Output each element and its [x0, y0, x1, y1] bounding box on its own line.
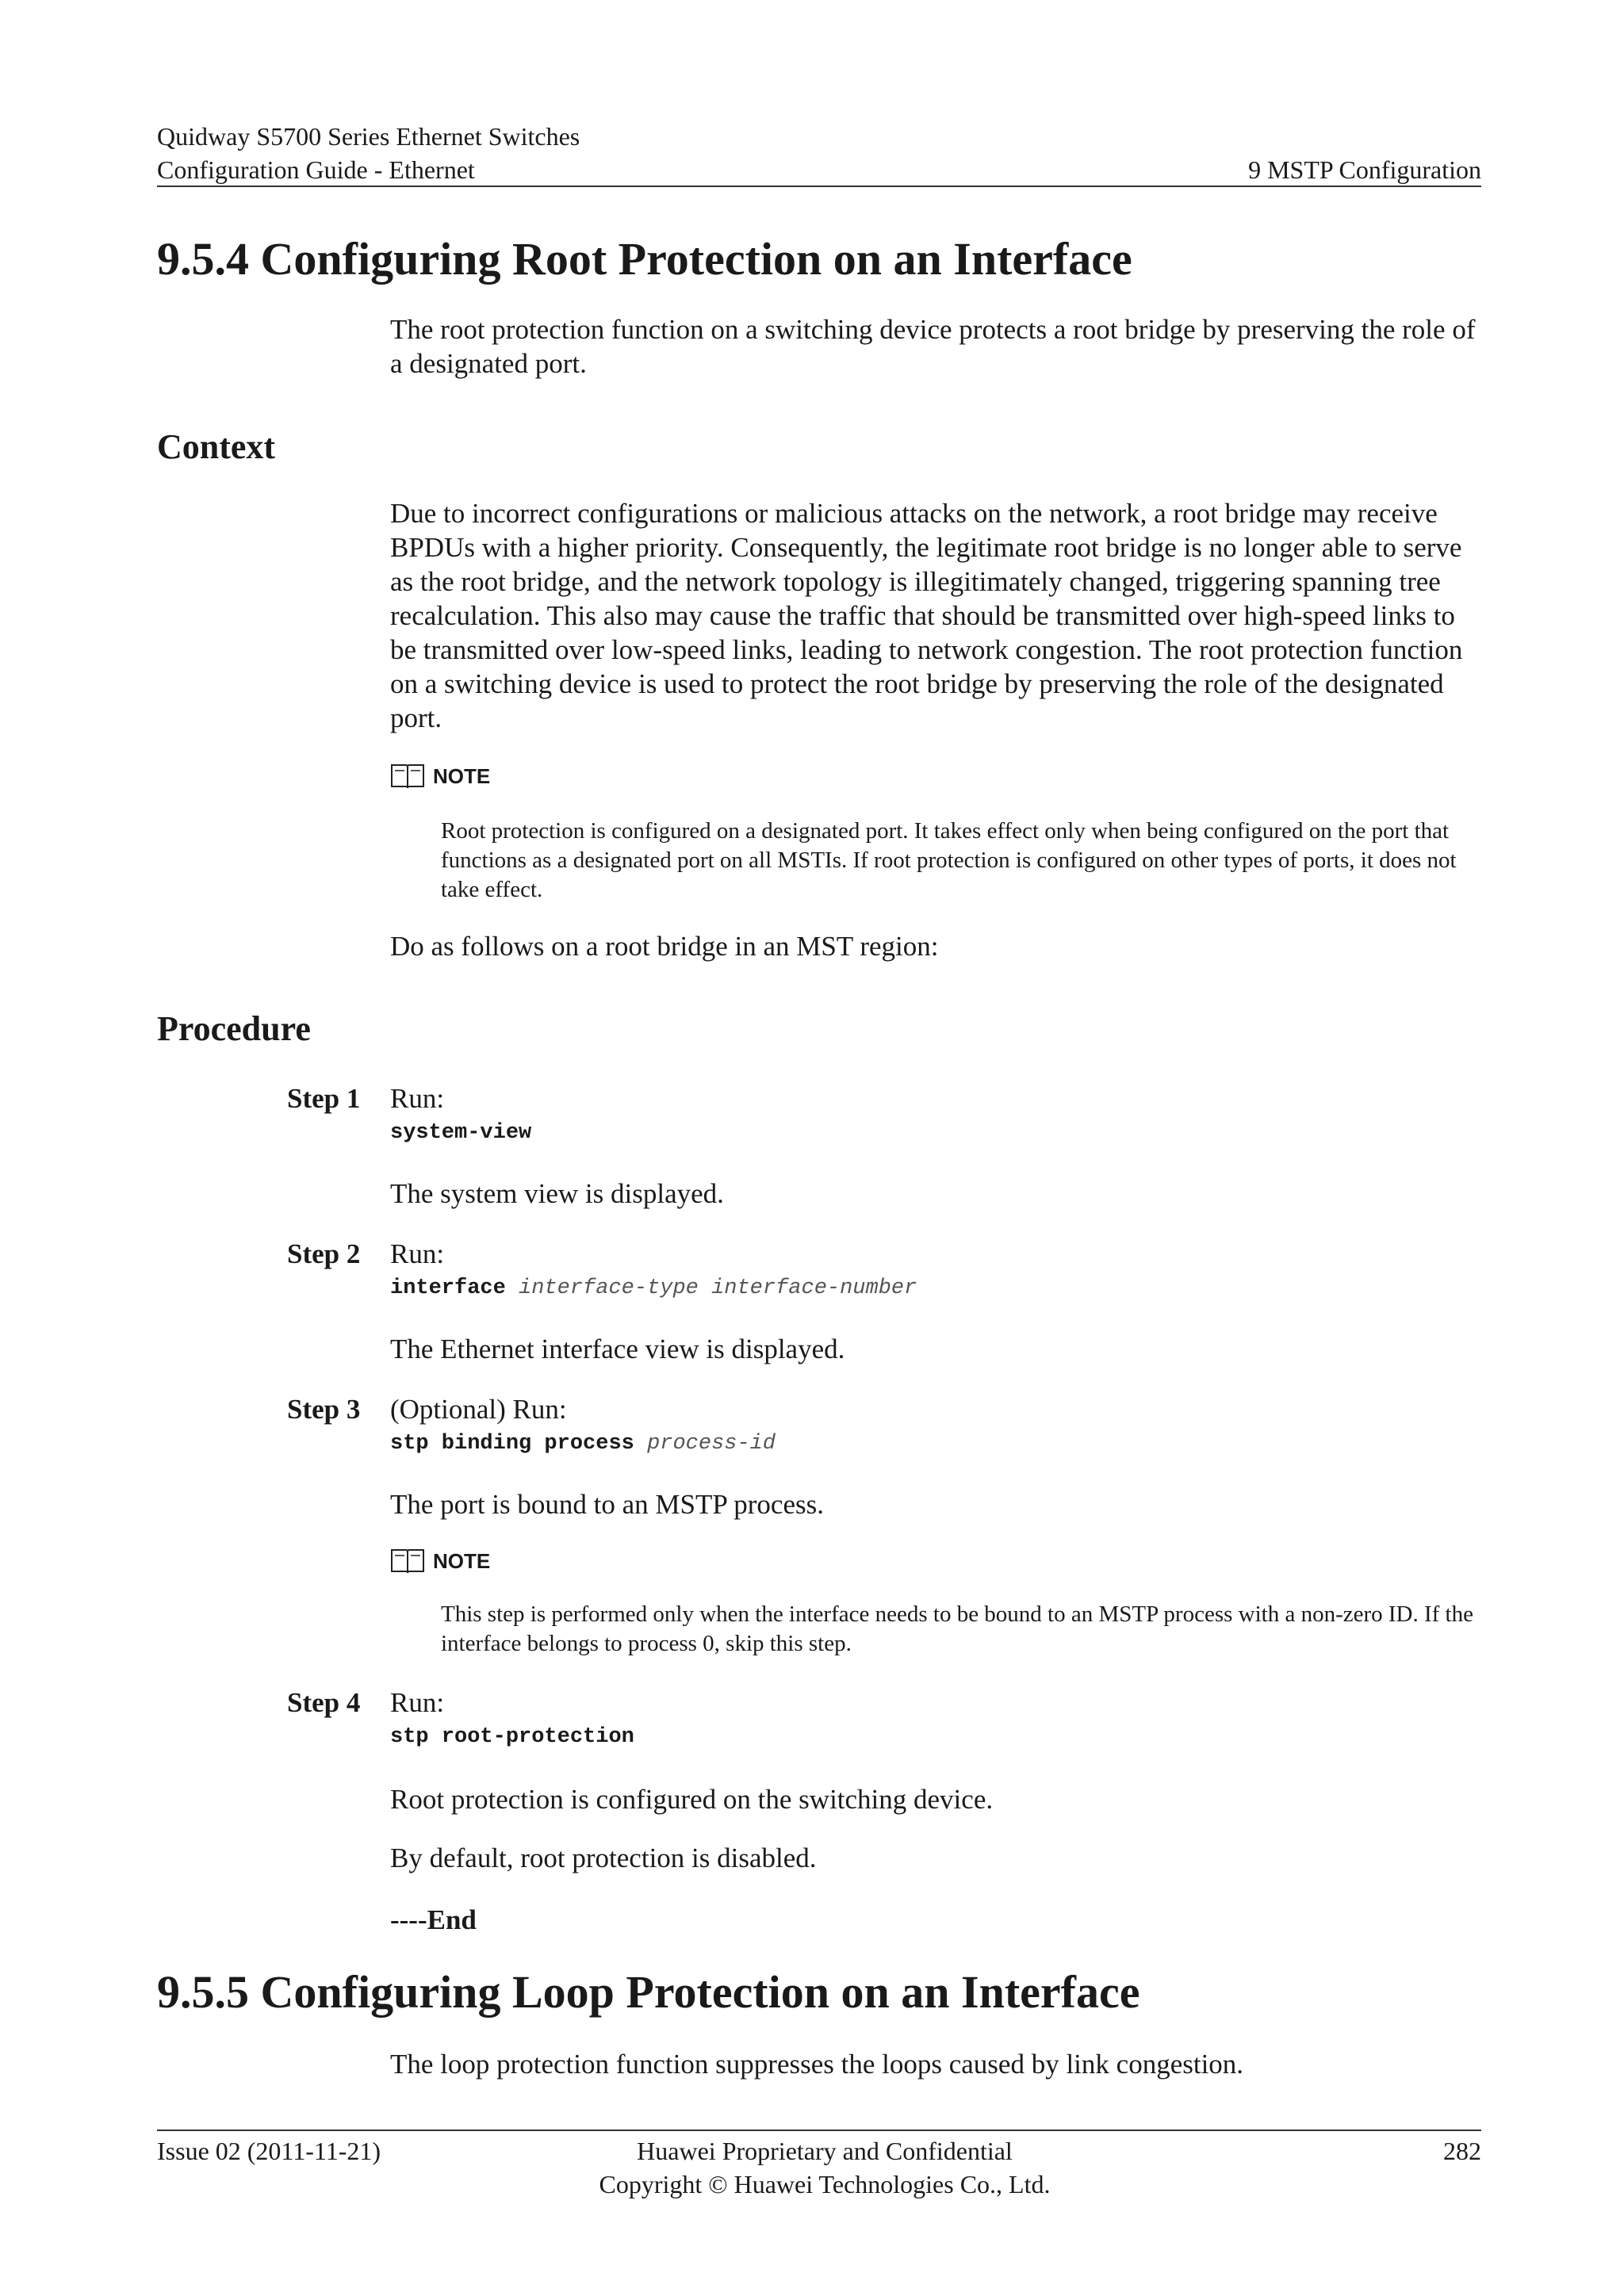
- procedure-heading: Procedure: [157, 1009, 311, 1048]
- step-2-desc: The Ethernet interface view is displayed.: [390, 1334, 845, 1364]
- step-4-desc: Root protection is configured on the switching device.: [390, 1784, 994, 1815]
- step-3-desc: The port is bound to an MSTP process.: [390, 1489, 824, 1520]
- footer-divider: [157, 2130, 1481, 2131]
- step-1-cmd-keyword: system-view: [390, 1121, 532, 1145]
- footer-copyright: Copyright © Huawei Technologies Co., Ltd.: [599, 2170, 1051, 2198]
- step-2-label: Step 2: [287, 1238, 361, 1269]
- do-as-follows: Do as follows on a root bridge in an MST region:: [390, 931, 939, 962]
- header-product: Quidway S5700 Series Ethernet Switches: [157, 122, 580, 151]
- section-intro-954: The root protection function on a switching device protects a root bridge by preserving the role of a designated port.: [390, 314, 1476, 379]
- header-divider: [157, 186, 1481, 187]
- context-paragraph: Due to incorrect configurations or malicious attacks on the network, a root bridge may receive BPDUs with a higher priority. Consequently, the legitimate root bridge is no longer able to serve as the root bridge, and the network topology is illegitimately changed, triggering spanning tree recalculation. This also may cause the traffic that should be transmitted over high-speed links to be transmitted over low-speed links, leading to network congestion. The root protection function on a switching device is used to protect the root bridge by preserving the role of the designated port.: [390, 498, 1463, 733]
- footer-proprietary: Huawei Proprietary and Confidential: [637, 2137, 1013, 2165]
- end-marker: ----End: [390, 1904, 477, 1935]
- step-1-desc: The system view is displayed.: [390, 1178, 724, 1209]
- step-4-default: By default, root protection is disabled.: [390, 1843, 817, 1873]
- step-2-cmd-params: interface-type interface-number: [519, 1276, 917, 1300]
- header-row: [157, 154, 1481, 186]
- note-header-2: [390, 1548, 490, 1575]
- step-1-command: [390, 1119, 531, 1146]
- note-text-1: Root protection is configured on a designated port. It takes effect only when being configured on the port that functions as a designated port on all MSTIs. If root protection is configured on other types of ports, it does not take effect.: [441, 818, 1457, 902]
- step-2-run: Run:: [390, 1238, 445, 1269]
- step-4-command: [390, 1724, 634, 1751]
- step-3-cmd-keyword: stp binding process: [390, 1432, 634, 1456]
- step-4-run: Run:: [390, 1687, 445, 1718]
- note-text-2: This step is performed only when the interface needs to be bound to an MSTP process with a non-zero ID. If the interface belongs to process 0, skip this step.: [441, 1601, 1473, 1656]
- context-heading: Context: [157, 427, 276, 466]
- step-4-cmd-keyword: stp root-protection: [390, 1725, 634, 1749]
- step-2-cmd-keyword: interface: [390, 1276, 506, 1300]
- step-1-run: Run:: [390, 1083, 445, 1114]
- section-title-954: 9.5.4 Configuring Root Protection on an Interface: [157, 233, 1132, 285]
- step-4-label: Step 4: [287, 1687, 361, 1718]
- section-title-955: 9.5.5 Configuring Loop Protection on an Interface: [157, 1966, 1140, 2018]
- note-label-2: NOTE: [433, 1548, 491, 1573]
- header-guide: Configuration Guide - Ethernet: [157, 155, 475, 184]
- section-intro-955: The loop protection function suppresses the loops caused by link congestion.: [390, 2049, 1244, 2080]
- step-3-run: (Optional) Run:: [390, 1394, 567, 1425]
- step-1-label: Step 1: [287, 1083, 361, 1114]
- step-3-command: [390, 1430, 776, 1457]
- footer-page-number: 282: [1443, 2137, 1481, 2165]
- book-icon: [390, 763, 425, 790]
- note-label-1: NOTE: [433, 763, 491, 788]
- footer-issue: Issue 02 (2011-11-21): [157, 2137, 381, 2165]
- header-chapter: 9 MSTP Configuration: [1248, 155, 1481, 184]
- step-3-cmd-params: process-id: [647, 1432, 776, 1456]
- footer-center: [476, 2134, 1174, 2201]
- note-header-1: [390, 763, 490, 790]
- book-icon: [390, 1548, 425, 1575]
- step-3-label: Step 3: [287, 1394, 361, 1425]
- step-2-command: [390, 1275, 917, 1302]
